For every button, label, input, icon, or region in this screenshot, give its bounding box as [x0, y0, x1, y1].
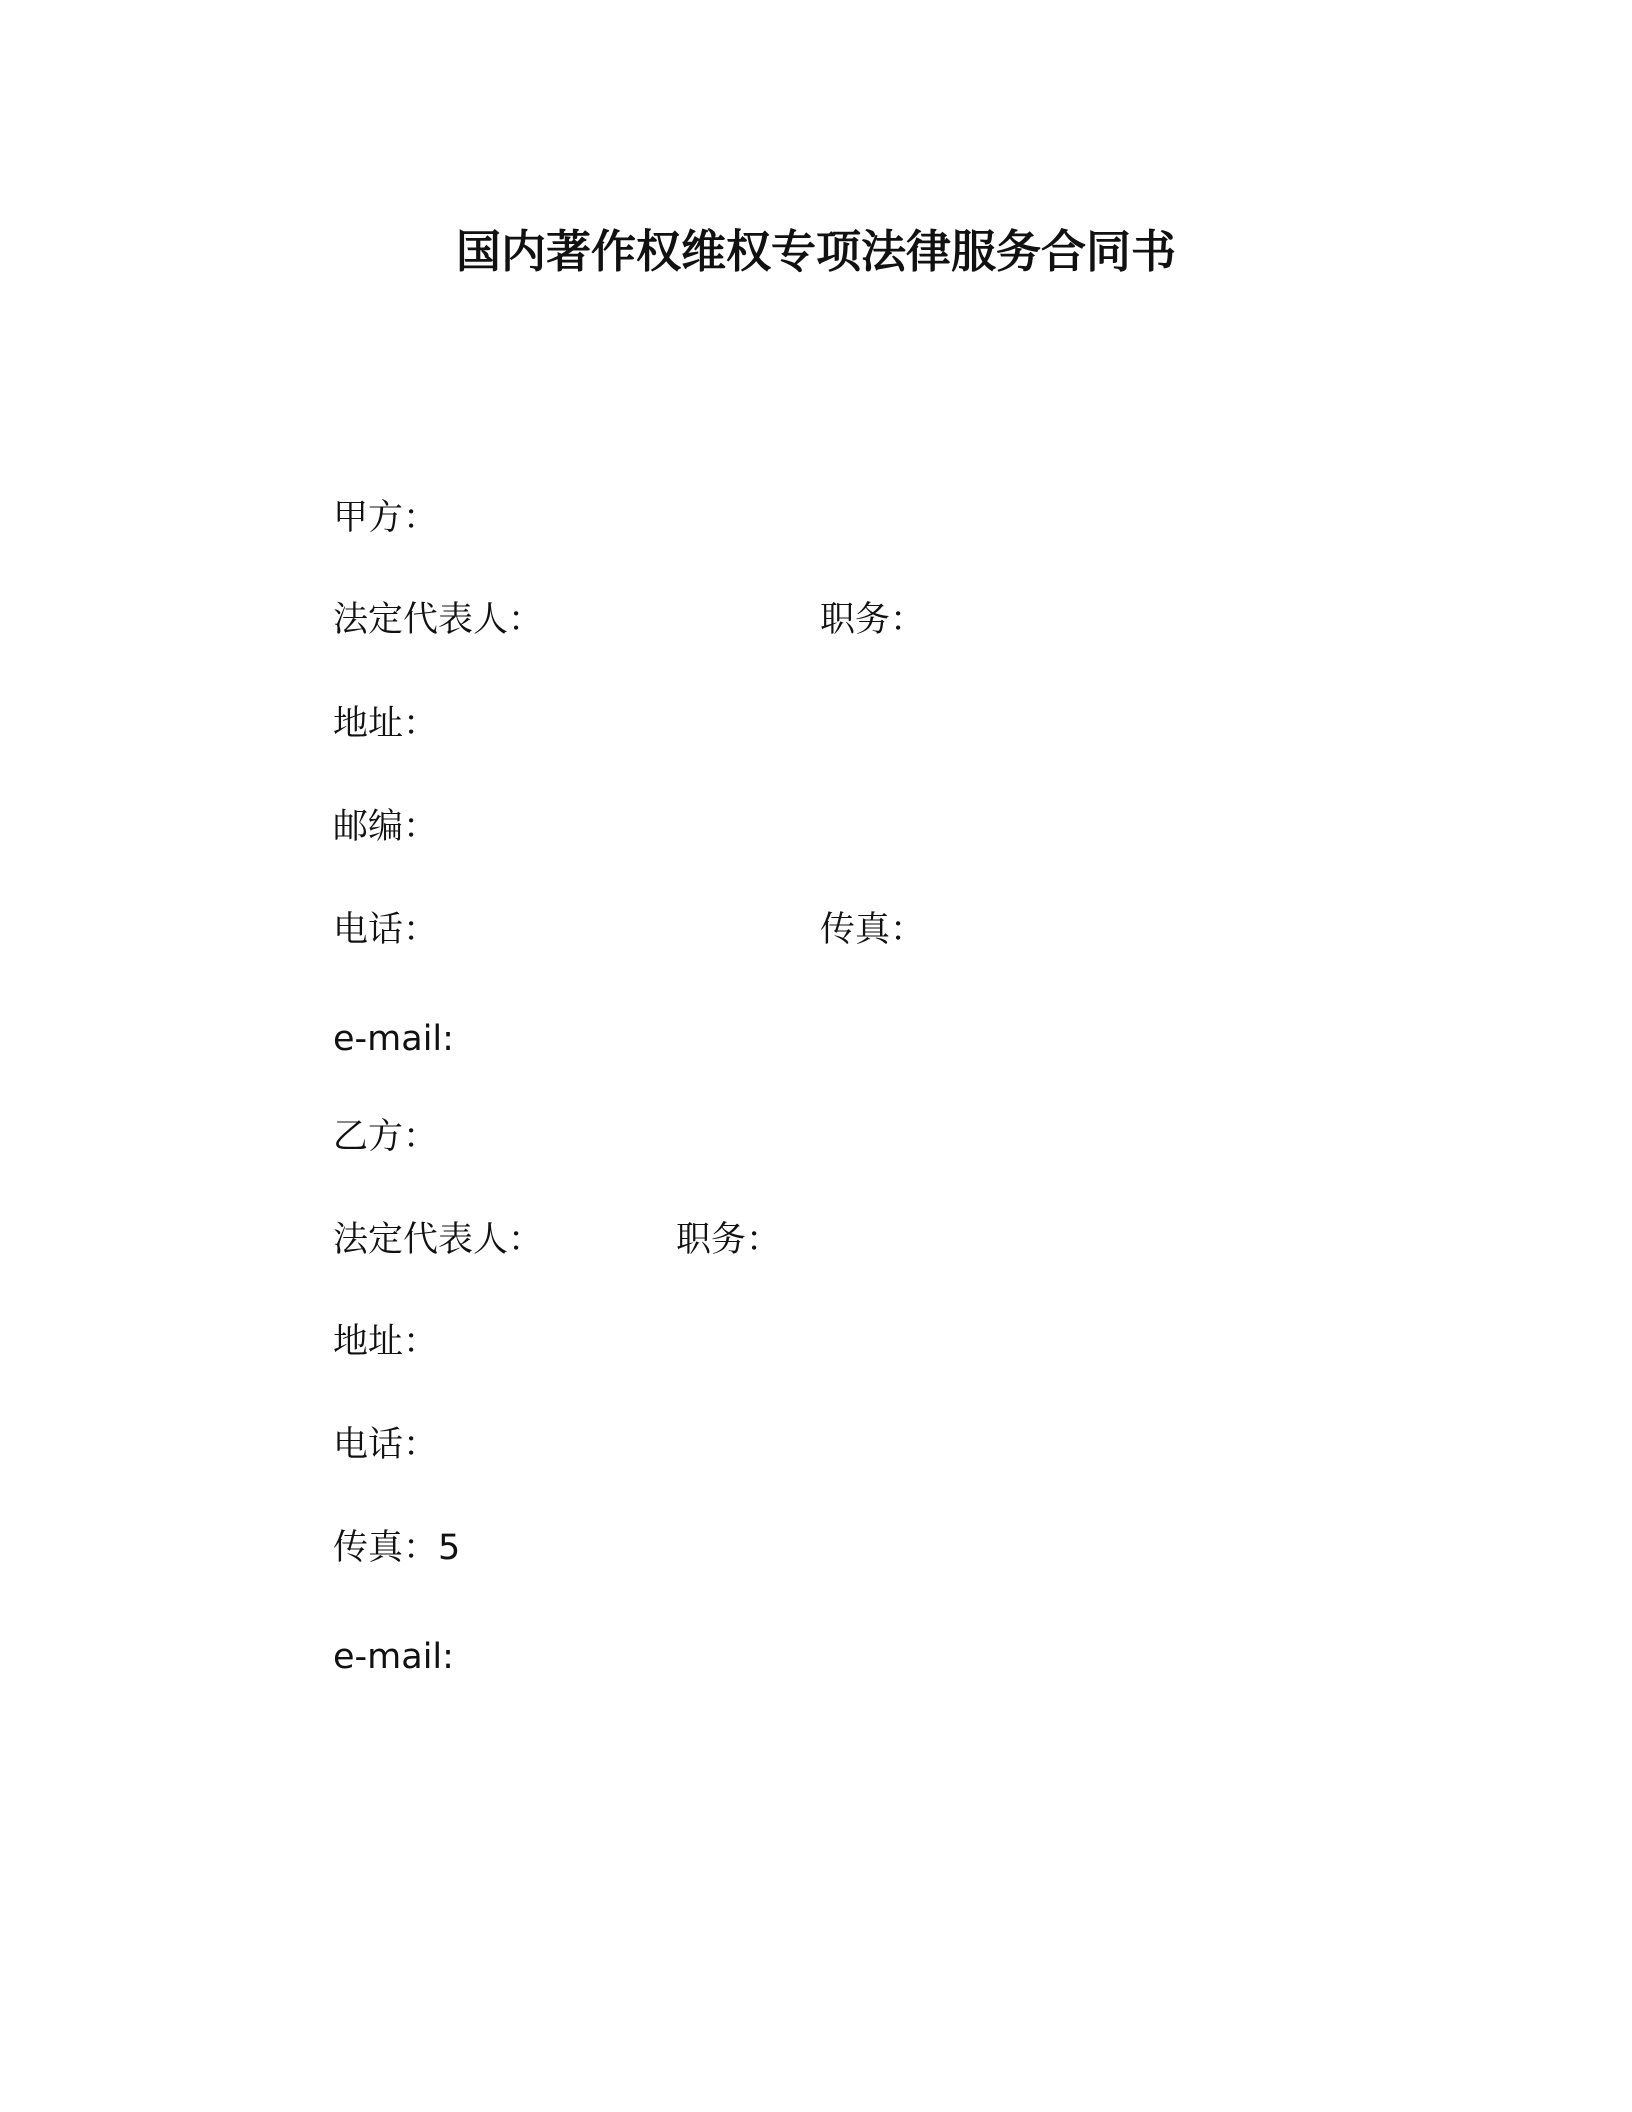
party-b-fax-label: 传真：5 [333, 1528, 461, 1568]
party-a-representative-label: 法定代表人： [333, 600, 544, 640]
party-a-address-label: 地址： [333, 704, 439, 744]
document-title: 国内著作权维权专项法律服务合同书 [455, 225, 1176, 278]
party-b-position-label: 职务： [676, 1220, 782, 1260]
party-a-position-label: 职务： [820, 600, 926, 640]
party-a-fax-label: 传真： [820, 910, 926, 950]
party-b-representative-label: 法定代表人： [333, 1220, 544, 1260]
party-a-email-label: e-mail: [333, 1019, 454, 1059]
party-a-label: 甲方： [333, 498, 439, 538]
party-b-label: 乙方： [333, 1117, 439, 1157]
party-b-email-label: e-mail: [333, 1637, 454, 1677]
party-b-address-label: 地址： [333, 1322, 439, 1362]
party-a-phone-label: 电话： [333, 910, 439, 950]
party-a-postcode-label: 邮编： [333, 807, 439, 847]
party-b-phone-label: 电话： [333, 1425, 439, 1465]
